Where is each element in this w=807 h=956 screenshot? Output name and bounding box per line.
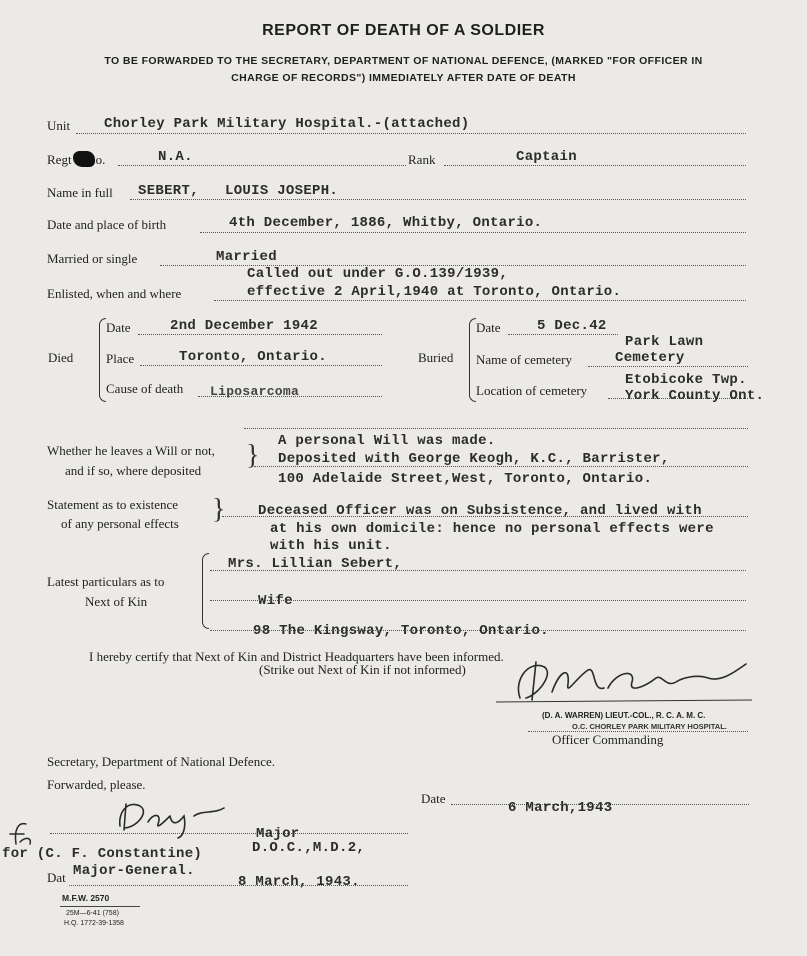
major-value: Major bbox=[256, 826, 300, 842]
unit-stamp: O.C. CHORLEY PARK MILITARY HOSPITAL. bbox=[572, 722, 727, 731]
will-brace: } bbox=[246, 440, 260, 471]
second-date-value: 8 March, 1943. bbox=[238, 874, 360, 890]
location-value-line-1: Etobicoke Twp. bbox=[625, 372, 747, 388]
signatory-name: (D. A. WARREN) LIEUT.-COL., R. C. A. M. C. bbox=[542, 711, 706, 720]
forward-date-label: Date bbox=[421, 791, 446, 806]
certification-line-1: I hereby certify that Next of Kin and District Headquarters have been informed. bbox=[89, 649, 504, 664]
forward-date-value: 6 March,1943 bbox=[508, 800, 613, 816]
cemetery-value-line-1: Park Lawn bbox=[625, 334, 704, 350]
died-date-value: 2nd December 1942 bbox=[170, 318, 318, 334]
enlisted-label: Enlisted, when and where bbox=[47, 286, 182, 301]
name-label: Name in full bbox=[47, 185, 113, 200]
forwarded-line: Forwarded, please. bbox=[47, 777, 146, 792]
location-value-line-2: York County Ont. bbox=[625, 388, 765, 404]
rank-value: Captain bbox=[516, 149, 577, 165]
effects-value-line-1: Deceased Officer was on Subsistence, and lived with bbox=[258, 503, 702, 519]
will-label-line-2: and if so, where deposited bbox=[65, 463, 202, 478]
effects-value-line-2: at his own domicile: hence no personal effects were bbox=[270, 521, 714, 537]
effects-brace: } bbox=[212, 494, 226, 525]
for-constantine: for (C. F. Constantine) bbox=[2, 846, 203, 862]
print-code-2: H.Q. 1772-39-1358 bbox=[64, 920, 124, 927]
died-place-value: Toronto, Ontario. bbox=[179, 349, 327, 365]
kin-value-line-3: 98 The Kingsway, Toronto, Ontario. bbox=[253, 623, 549, 639]
rank-label: Rank bbox=[408, 152, 436, 167]
birth-value: 4th December, 1886, Whitby, Ontario. bbox=[229, 215, 543, 231]
will-label-line-1: Whether he leaves a Will or not, bbox=[47, 443, 215, 458]
will-value-line-2: Deposited with George Keogh, K.C., Barrister, bbox=[278, 451, 670, 467]
doc-value: D.O.C.,M.D.2, bbox=[252, 840, 366, 856]
cause-label: Cause of death bbox=[106, 381, 184, 396]
buried-label: Buried bbox=[418, 350, 454, 365]
form-number: M.F.W. 2570 bbox=[62, 893, 110, 903]
regt-label: Regt o. bbox=[47, 152, 106, 167]
effects-label-line-1: Statement as to existence bbox=[47, 497, 179, 512]
page-title: REPORT OF DEATH OF A SOLDIER bbox=[262, 22, 545, 39]
cemetery-label: Name of cemetery bbox=[476, 352, 573, 367]
secretary-line: Secretary, Department of National Defence. bbox=[47, 754, 275, 769]
certification-line-2: (Strike out Next of Kin if not informed) bbox=[259, 662, 466, 677]
redaction-mark bbox=[73, 151, 95, 167]
will-value-line-1: A personal Will was made. bbox=[278, 433, 496, 449]
enlisted-value-line-1: Called out under G.O.139/1939, bbox=[247, 266, 509, 282]
kin-label-line-2: Next of Kin bbox=[85, 594, 148, 609]
dat-label: Dat bbox=[47, 870, 66, 885]
died-date-label: Date bbox=[106, 320, 131, 335]
buried-date-value: 5 Dec.42 bbox=[537, 318, 607, 334]
will-value-line-3: 100 Adelaide Street,West, Toronto, Ontario. bbox=[278, 471, 653, 487]
officer-signature bbox=[496, 648, 756, 712]
buried-date-label: Date bbox=[476, 320, 501, 335]
kin-value-line-1: Mrs. Lillian Sebert, bbox=[228, 556, 403, 572]
kin-value-line-2: Wife bbox=[258, 593, 293, 609]
died-label: Died bbox=[48, 350, 74, 365]
died-place-label: Place bbox=[106, 351, 135, 366]
name-value: SEBERT, LOUIS JOSEPH. bbox=[138, 183, 339, 199]
cause-value: Liposarcoma bbox=[210, 384, 300, 399]
officer-commanding-label: Officer Commanding bbox=[552, 732, 664, 747]
married-label: Married or single bbox=[47, 251, 138, 266]
married-value: Married bbox=[216, 249, 277, 265]
print-code-1: 25M—6-41 (758) bbox=[66, 910, 119, 917]
general-value: Major-General. bbox=[73, 863, 195, 879]
enlisted-value-line-2: effective 2 April,1940 at Toronto, Ontario. bbox=[247, 284, 622, 300]
location-label: Location of cemetery bbox=[476, 383, 588, 398]
birth-label: Date and place of birth bbox=[47, 217, 167, 232]
unit-label: Unit bbox=[47, 118, 71, 133]
subtitle-line-2: CHARGE OF RECORDS") IMMEDIATELY AFTER DATE OF DEATH bbox=[231, 72, 576, 84]
unit-value: Chorley Park Military Hospital.-(attached) bbox=[104, 116, 470, 132]
kin-label-line-1: Latest particulars as to bbox=[47, 574, 165, 589]
cemetery-value-line-2: Cemetery bbox=[615, 350, 685, 366]
effects-value-line-3: with his unit. bbox=[270, 538, 392, 554]
subtitle-line-1: TO BE FORWARDED TO THE SECRETARY, DEPARTMENT OF NATIONAL DEFENCE, (MARKED "FOR OFFICER IN bbox=[104, 55, 703, 67]
effects-label-line-2: of any personal effects bbox=[61, 516, 179, 531]
regt-value: N.A. bbox=[158, 149, 193, 165]
